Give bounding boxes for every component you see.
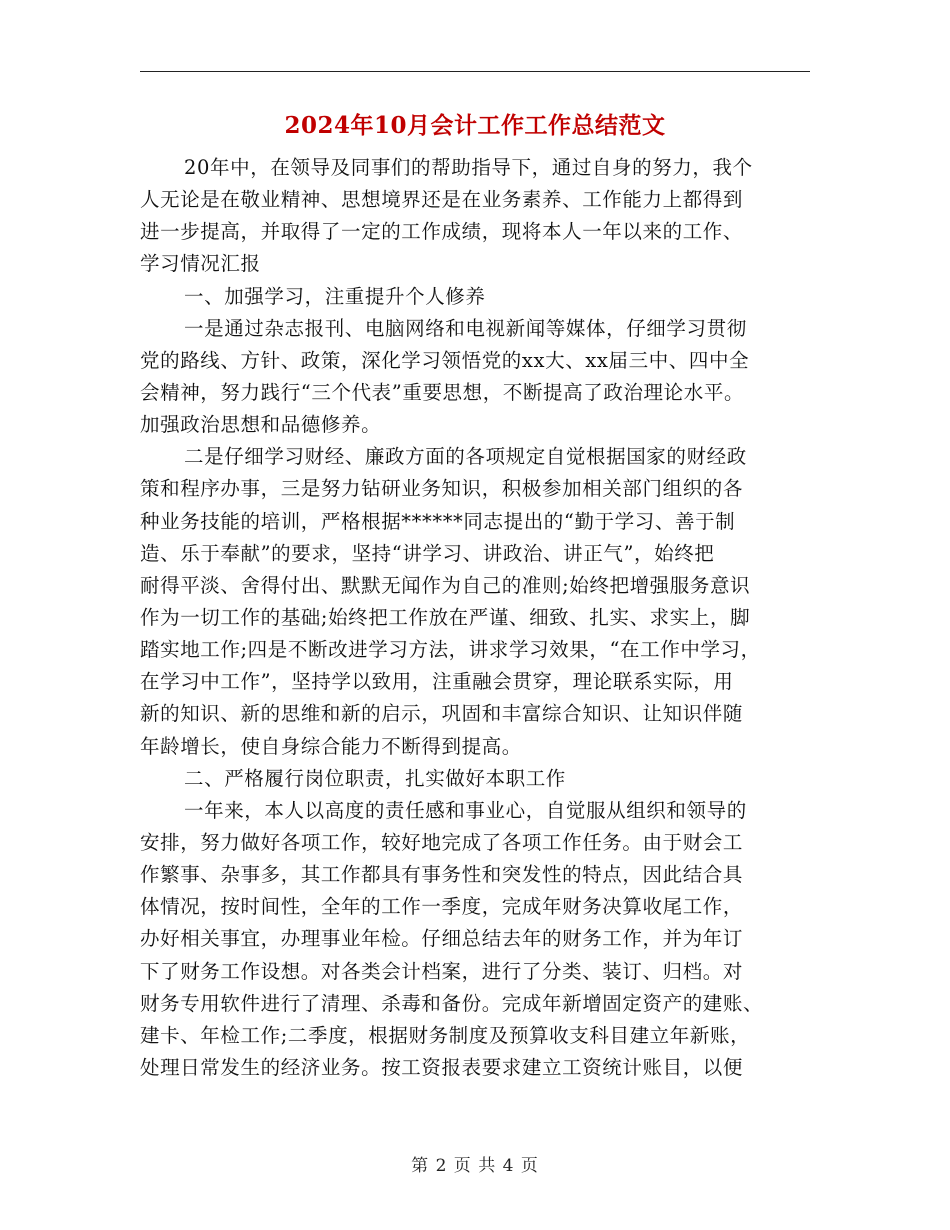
header-rule <box>140 71 810 72</box>
body-line: 造、乐于奉献”的要求，坚持“讲学习、讲政治、讲正气”，始终把 <box>140 541 715 565</box>
body-line: 新的知识、新的思维和新的启示，巩固和丰富综合知识、让知识伴随 <box>140 702 744 726</box>
body-line: 一是通过杂志报刊、电脑网络和电视新闻等媒体，仔细学习贯彻 <box>184 316 747 340</box>
body-line: 人无论是在敬业精神、思想境界还是在业务素养、工作能力上都得到 <box>140 188 744 212</box>
body-line: 策和程序办事，三是努力钻研业务知识，积极参加相关部门组织的各 <box>140 477 744 501</box>
body-line: 二、严格履行岗位职责，扎实做好本职工作 <box>184 766 566 790</box>
body-line: 一、加强学习，注重提升个人修养 <box>184 284 486 308</box>
body-line: 财务专用软件进行了清理、杀毒和备份。完成年新增固定资产的建账、 <box>140 991 764 1015</box>
body-line: 办好相关事宜，办理事业年检。仔细总结去年的财务工作，并为年订 <box>140 927 744 951</box>
document-body <box>140 152 810 1084</box>
body-line: 建卡、年检工作;二季度，根据财务制度及预算收支科目建立年新账， <box>140 1023 751 1047</box>
body-line: 作繁事、杂事多，其工作都具有事务性和突发性的特点，因此结合具 <box>140 863 744 887</box>
body-line: 一年来，本人以高度的责任感和事业心，自觉服从组织和领导的 <box>184 798 747 822</box>
body-line: 加强政治思想和品德修养。 <box>140 413 382 437</box>
body-line: 作为一切工作的基础;始终把工作放在严谨、细致、扎实、求实上，脚 <box>140 605 751 629</box>
body-line: 20年中，在领导及同事们的帮助指导下，通过自身的努力，我个 <box>184 156 753 179</box>
body-line: 安排，努力做好各项工作，较好地完成了各项工作任务。由于财会工 <box>140 830 744 854</box>
page-footer: 第 2 页 共 4 页 <box>411 1156 539 1176</box>
body-line: 体情况，按时间性，全年的工作一季度，完成年财务决算收尾工作， <box>140 895 744 919</box>
body-line: 党的路线、方针、政策，深化学习领悟党的xx大、xx届三中、四中全 <box>140 348 750 372</box>
body-line: 学习情况汇报 <box>140 252 261 276</box>
document-title: 2024年10月会计工作工作总结范文 <box>284 112 666 139</box>
body-line: 在学习中工作”，坚持学以致用，注重融会贯穿，理论联系实际，用 <box>140 670 734 694</box>
body-line: 下了财务工作设想。对各类会计档案，进行了分类、装订、归档。对 <box>140 959 744 983</box>
body-line: 进一步提高，并取得了一定的工作成绩，现将本人一年以来的工作、 <box>140 220 744 244</box>
body-line: 踏实地工作;四是不断改进学习方法，讲求学习效果，“在工作中学习， <box>140 638 761 662</box>
body-line: 处理日常发生的经济业务。按工资报表要求建立工资统计账目，以便 <box>140 1055 744 1079</box>
body-line: 年龄增长，使自身综合能力不断得到提高。 <box>140 734 522 758</box>
body-line: 二是仔细学习财经、廉政方面的各项规定自觉根据国家的财经政 <box>184 445 747 469</box>
body-line: 耐得平淡、舍得付出、默默无闻作为自己的准则;始终把增强服务意识 <box>140 573 751 597</box>
body-line: 种业务技能的培训，严格根据******同志提出的“勤于学习、善于制 <box>140 509 736 533</box>
body-line: 会精神，努力践行“三个代表”重要思想，不断提高了政治理论水平。 <box>140 380 745 404</box>
